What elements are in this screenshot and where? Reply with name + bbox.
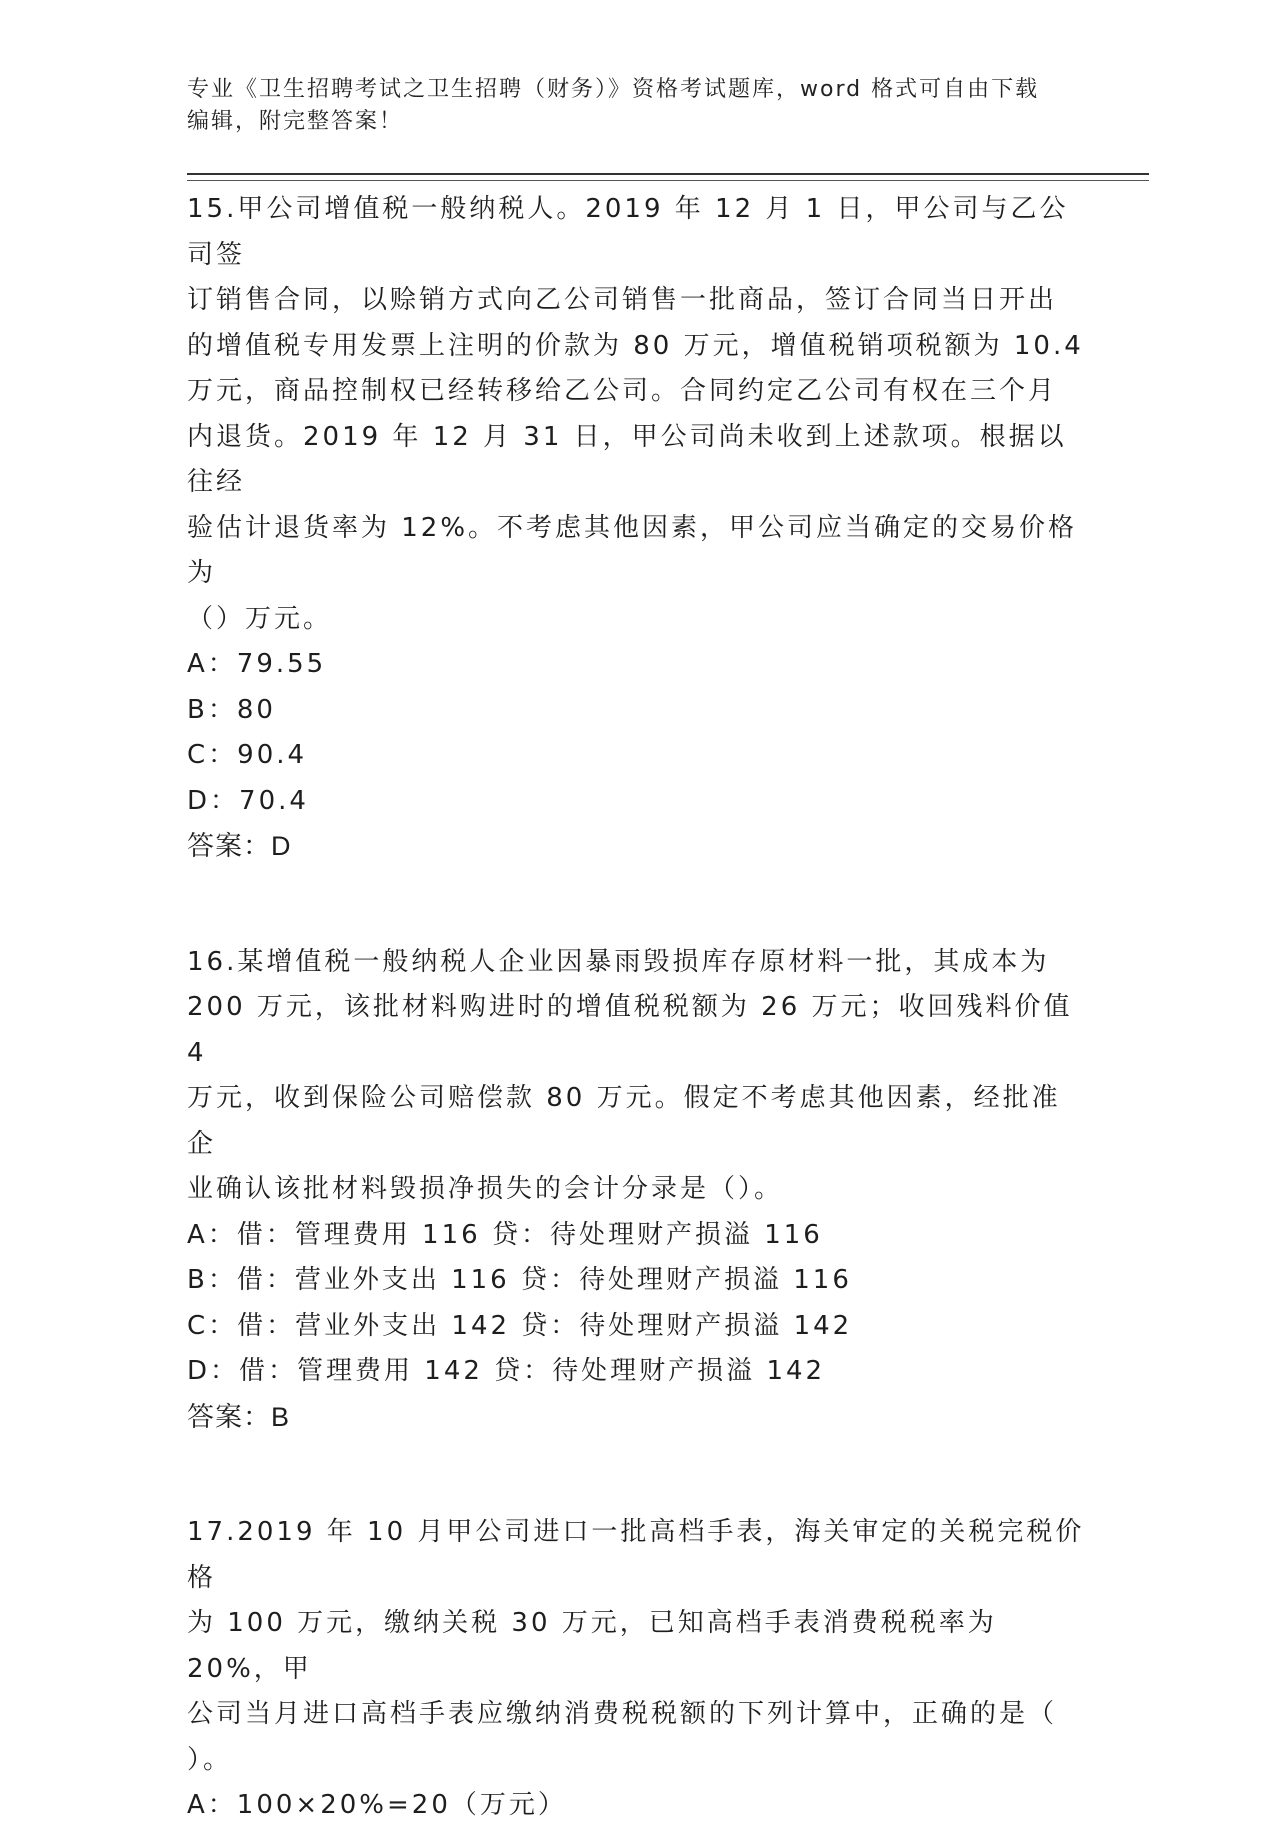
stem-line: 17.2019 年 10 月甲公司进口一批高档手表，海关审定的关税完税价格 [187,1517,1085,1593]
question-17 [187,1510,1087,1829]
question-15 [187,187,1087,870]
answer-line: 答案：D [187,831,292,861]
stem-line: 公司当月进口高档手表应缴纳消费税税额的下列计算中，正确的是（ [187,1699,1058,1729]
header-divider-thin [187,180,1149,181]
stem-line: （）万元。 [187,603,333,634]
question-16 [187,940,1087,1441]
option-a: A：79.55 [187,649,327,679]
stem-line: 万元，商品控制权已经转移给乙公司。合同约定乙公司有权在三个月 [187,376,1058,406]
option-d: D：借：管理费用 142 贷：待处理财产损溢 142 [187,1356,826,1386]
stem-line: 验估计退货率为 12%。不考虑其他因素，甲公司应当确定的交易价格为 [187,512,1078,588]
header-divider-thick [187,173,1149,175]
stem-line: ）。 [187,1744,233,1775]
stem-line: 的增值税专用发票上注明的价款为 80 万元，增值税销项税额为 10.4 [187,330,1084,361]
stem-line: 订销售合同，以赊销方式向乙公司销售一批商品，签订合同当日开出 [187,285,1058,315]
stem-line: 为 100 万元，缴纳关税 30 万元，已知高档手表消费税税率为 20%，甲 [187,1608,997,1684]
option-c: C：90.4 [187,740,308,770]
header-line-2: 编辑，附完整答案！ [187,109,404,134]
stem-line: 业确认该批材料毁损净损失的会计分录是（）。 [187,1174,784,1204]
option-a: A：100×20%=20（万元） [187,1790,567,1820]
question-stem [187,187,1087,642]
question-spacer [187,1440,1087,1510]
question-spacer [187,870,1087,940]
stem-line: 200 万元，该批材料购进时的增值税税额为 26 万元；收回残料价值 4 [187,992,1073,1068]
stem-line: 16.某增值税一般纳税人企业因暴雨毁损库存原材料一批，其成本为 [187,946,1050,977]
question-stem [187,940,1087,1213]
option-a: A：借：管理费用 116 贷：待处理财产损溢 116 [187,1219,823,1250]
stem-line: 内退货。2019 年 12 月 31 日，甲公司尚未收到上述款项。根据以往经 [187,421,1067,497]
option-c: C：借：营业外支出 142 贷：待处理财产损溢 142 [187,1310,853,1341]
answer-line: 答案：B [187,1401,291,1432]
option-b: B：80 [187,694,276,725]
option-d: D：70.4 [187,785,309,816]
question-list [187,187,1087,1829]
stem-line: 万元，收到保险公司赔偿款 80 万元。假定不考虑其他因素，经批准企 [187,1083,1061,1159]
question-stem [187,1510,1087,1783]
stem-line: 15.甲公司增值税一般纳税人。2019 年 12 月 1 日，甲公司与乙公司签 [187,194,1069,270]
document-header [187,74,1087,138]
header-line-1: 专业《卫生招聘考试之卫生招聘（财务）》资格考试题库，word 格式可自由下载 [187,77,1040,102]
option-b: B：借：营业外支出 116 贷：待处理财产损溢 116 [187,1265,852,1295]
